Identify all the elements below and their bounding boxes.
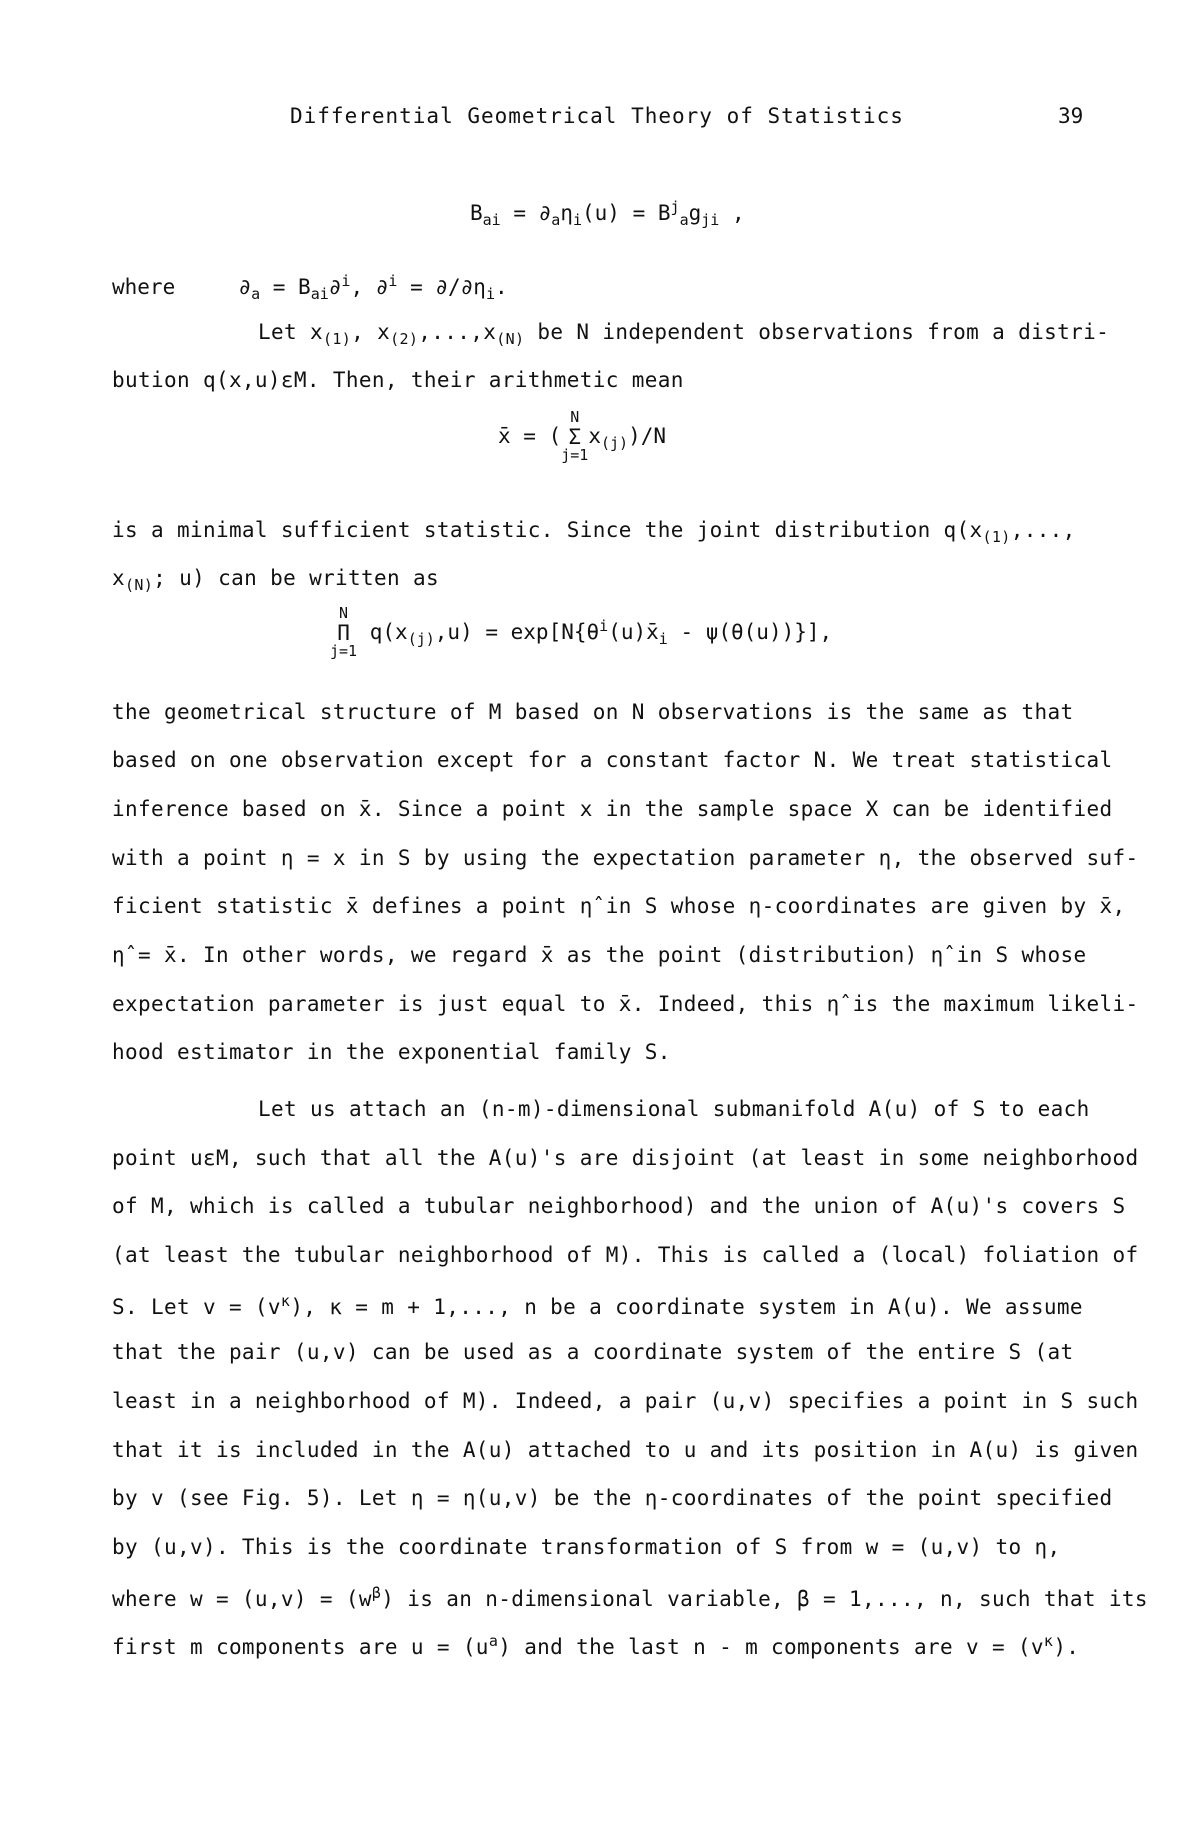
paragraph-line: Let $x_{(1)}$, $x_{(2)},...,x_{(N)}$ be N independent observations from a distri- [258,320,1110,349]
paragraph-line: bution q(x,u)εM. Then, their arithmetic mean [112,368,684,392]
paragraph-line: that the pair (u,v) can be used as a coordinate system of the entire S (at [112,1340,1074,1364]
paragraph-line: η̂ = x̄. In other words, we regard x̄ as the point (distribution) η̂ in S whose [112,943,1087,967]
paragraph-line: first m components are $u = (u^a)$ and the last n - m components are $v = (v^\kappa)$. [112,1632,1080,1659]
paragraph-line: S. Let $v = (v^\kappa)$, κ = m + 1,..., n be a coordinate system in A(u). We assume [112,1292,1083,1319]
paragraph-line: hood estimator in the exponential family S. [112,1040,671,1064]
paragraph-line: Let us attach an (n-m)-dimensional submanifold A(u) of S to each [258,1097,1090,1121]
paragraph-line: the geometrical structure of M based on N observations is the same as that [112,700,1074,724]
paragraph-line: by v (see Fig. 5). Let η = η(u,v) be the η-coordinates of the point specified [112,1486,1113,1510]
paragraph-line: of M, which is called a tubular neighborhood) and the union of A(u)'s covers S [112,1194,1126,1218]
paragraph-line: point uεM, such that all the A(u)'s are disjoint (at least in some neighborhood [112,1146,1139,1170]
paragraph-line: inference based on x̄. Since a point x in the sample space X can be identified [112,797,1113,821]
page-number: 39 [1058,104,1084,128]
paragraph-line: where $w = (u,v) = (w^\beta)$ is an n-dimensional variable, β = 1,..., n, such that its [112,1584,1148,1611]
equation-mean: x̄ = ( N Σ j=1 $x_{(j)})/N$ [498,408,666,464]
equation-joint: N Π j=1 $q(x_{(j)},u)$ = $\exp[N\{\theta^i(u)x̄_i - \psi(\theta(u))\}]$, [330,604,833,660]
paragraph-line: least in a neighborhood of M). Indeed, a pair (u,v) specifies a point in S such [112,1389,1139,1413]
equation-b-ai: $B_{ai} = \partial_a\eta_i(u) = B^j_ag_{ji}$ , [470,198,745,230]
paragraph-line: that it is included in the A(u) attached to u and its position in A(u) is given [112,1438,1139,1462]
paragraph-line: $x_{(N)}$; u) can be written as [112,566,440,595]
running-header: Differential Geometrical Theory of Statistics [290,104,904,128]
paragraph-line: based on one observation except for a constant factor N. We treat statistical [112,748,1113,772]
paragraph-line: is a minimal sufficient statistic. Since the joint distribution $q(x_{(1)}$,..., [112,518,1076,547]
paragraph-line: with a point η = x in S by using the expectation parameter η, the observed suf- [112,846,1139,870]
where-line: where $\partial_a = B_{ai}\partial^i$, $\partial^i = \partial/\partial\eta_i$. [112,272,508,304]
summation-symbol: N Σ j=1 [561,408,589,464]
paragraph-line: (at least the tubular neighborhood of M). This is called a (local) foliation of [112,1243,1139,1267]
product-symbol: N Π j=1 [330,604,358,660]
paragraph-line: by (u,v). This is the coordinate transformation of S from w = (u,v) to η, [112,1535,1061,1559]
paragraph-line: ficient statistic x̄ defines a point η̂ in S whose η-coordinates are given by x̄, [112,894,1126,918]
paragraph-line: expectation parameter is just equal to x̄. Indeed, this η̂ is the maximum likeli- [112,992,1139,1016]
